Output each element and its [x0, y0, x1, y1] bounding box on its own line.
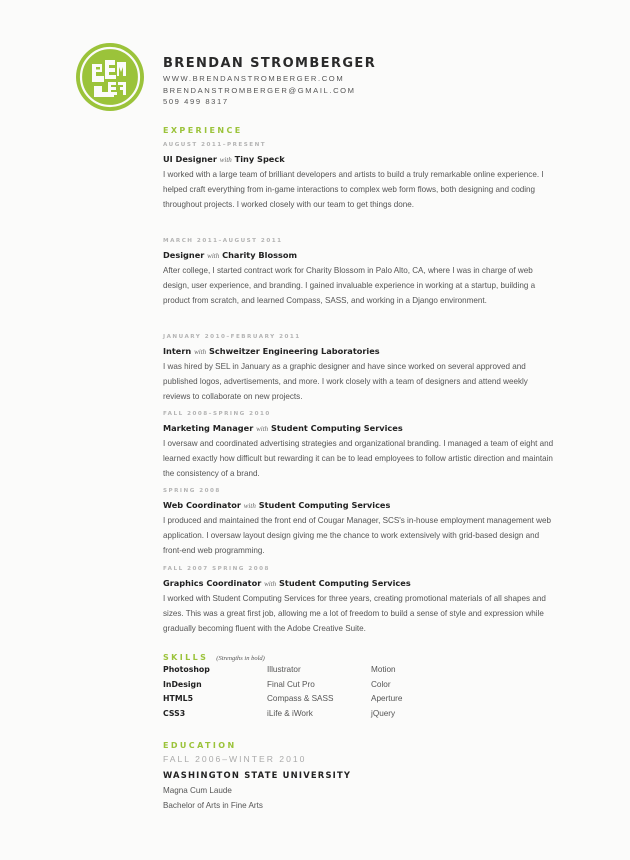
job-company: Schweitzer Engineering Laboratories [209, 346, 380, 356]
skill: Motion [371, 665, 396, 674]
job-description: After college, I started contract work for Charity Blossom in Palo Alto, CA, where I was in charge of web design, user experience, and branding. I gained invaluable experience in working at a startup, building a product from scratch, and learned Compass, SASS, and working in a Django environment. [163, 266, 536, 305]
job-company: Student Computing Services [271, 423, 403, 433]
skill-strong: CSS3 [163, 708, 186, 718]
with-connector: with [207, 252, 220, 260]
job-date: AUGUST 2011–PRESENT [163, 142, 267, 148]
job-entry [163, 332, 563, 404]
job-description: I worked with Student Computing Services for three years, creating promotional materials of all shapes and sizes. This was a great first job, allowing me a lot of freedom to build a sense of style and expression while gradually becoming fluent with the Adobe Creative Suite. [163, 594, 546, 633]
job-description: I produced and maintained the front end of Cougar Manager, SCS's in-house employment management web application. I oversaw layout design giving me the chance to work extensively with grid-based design and front-end web programming. [163, 516, 552, 555]
job-role: Marketing Manager [163, 423, 254, 433]
experience-heading: EXPERIENCE [163, 126, 243, 135]
job-entry [163, 236, 563, 308]
skill-strong: HTML5 [163, 694, 193, 703]
job-company: Tiny Speck [234, 154, 285, 164]
job-description: I was hired by SEL in January as a graphic designer and have since worked on several approved and published logos, advertisements, and more. I work closely with a team of designers and attend weekly reviews to collaborate on new projects. [163, 362, 528, 401]
job-role: Web Coordinator [163, 500, 241, 510]
skill: iLife & iWork [267, 708, 313, 718]
skills-heading [163, 653, 265, 662]
job-date: JANUARY 2010–FEBRUARY 2011 [163, 334, 301, 340]
education-degree: Bachelor of Arts in Fine Arts [163, 801, 263, 810]
skill: Aperture [371, 694, 403, 703]
candidate-name: BRENDAN STROMBERGER [163, 56, 377, 71]
job-role: UI Designer [163, 154, 217, 164]
job-date: SPRING 2008 [163, 488, 221, 494]
skills-heading-label: SKILLS [163, 653, 209, 662]
with-connector: with [243, 502, 256, 510]
logo-badge [75, 42, 145, 112]
email-link[interactable]: BRENDANSTROMBERGER@GMAIL.COM [163, 85, 356, 95]
skills-grid [163, 665, 475, 723]
with-connector: with [219, 156, 232, 164]
job-company: Student Computing Services [279, 578, 411, 588]
skill: Color [371, 679, 391, 689]
job-entry [163, 409, 563, 481]
job-title [163, 422, 563, 435]
job-entry [163, 486, 563, 558]
job-date: MARCH 2011–AUGUST 2011 [163, 238, 283, 244]
job-description: I worked with a large team of brilliant developers and artists to build a truly remarkable online experience. I helped craft everything from in-game interactions to complex web form flows, both designing and coding throughout projects. I worked closely with our team to get things done. [163, 170, 544, 209]
with-connector: with [194, 348, 207, 356]
job-role: Graphics Coordinator [163, 578, 262, 588]
job-title [163, 499, 563, 512]
job-company: Student Computing Services [258, 500, 391, 510]
job-date: FALL 2007 SPRING 2008 [163, 566, 270, 572]
skill: jQuery [371, 708, 396, 718]
with-connector: with [256, 425, 269, 433]
contact-block [163, 73, 356, 108]
job-entry [163, 564, 563, 636]
skill-strong: Photoshop [163, 665, 210, 674]
job-entry [163, 140, 563, 212]
education-entry [163, 752, 351, 813]
skill: Compass & SASS [267, 694, 334, 703]
job-date: FALL 2008–SPRING 2010 [163, 411, 271, 417]
skills-note: (Strengths in bold) [216, 655, 265, 662]
job-role: Designer [163, 250, 205, 260]
education-school: WASHINGTON STATE UNIVERSITY [163, 770, 352, 780]
phone-number: 509 499 8317 [163, 97, 229, 106]
education-date: FALL 2006–WINTER 2010 [163, 754, 307, 764]
skill: Final Cut Pro [267, 679, 315, 689]
job-description: I oversaw and coordinated advertising strategies and organizational branding. I managed a team of eight and learned exactly how difficult but rewarding it can be to lead employees to follow artistic direction and maintain the consistency of a brand. [163, 439, 554, 478]
job-title [163, 345, 563, 358]
job-company: Charity Blossom [222, 250, 297, 260]
job-role: Intern [163, 346, 192, 356]
skill: Illustrator [267, 665, 301, 674]
education-heading: EDUCATION [163, 741, 237, 750]
education-honors: Magna Cum Laude [163, 786, 232, 795]
job-title [163, 153, 563, 166]
with-connector: with [264, 580, 277, 588]
job-title [163, 249, 563, 262]
job-title [163, 577, 563, 590]
monogram-logo-icon [75, 42, 145, 112]
skill-strong: InDesign [163, 679, 202, 689]
website-link[interactable]: WWW.BRENDANSTROMBERGER.COM [163, 74, 345, 83]
